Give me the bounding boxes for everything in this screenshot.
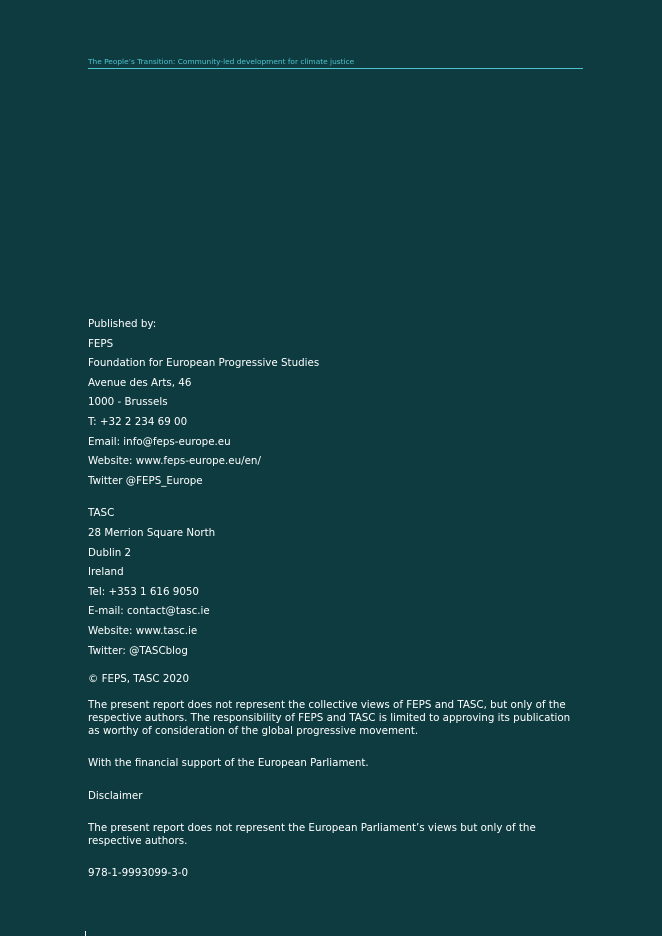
partner-address-street: 28 Merrion Square North <box>88 526 216 539</box>
partner-website: Website: www.tasc.ie <box>88 624 198 637</box>
imprint-block <box>88 315 583 880</box>
partner-name: TASC <box>88 507 115 520</box>
publisher-twitter: Twitter @FEPS_Europe <box>88 474 203 487</box>
publisher-full-name: Foundation for European Progressive Studies <box>88 357 320 370</box>
isbn: 978-1-9993099-3-0 <box>88 867 189 880</box>
disclaimer-title: Disclaimer <box>88 789 143 802</box>
partner-address-country: Ireland <box>88 566 124 579</box>
crop-mark <box>85 931 86 936</box>
disclaimer-text: The present report does not represent the European Parliament’s views but only of the respective authors. <box>88 821 536 847</box>
publisher-phone: T: +32 2 234 69 00 <box>88 415 188 428</box>
publisher-address-city: 1000 - Brussels <box>88 396 168 409</box>
partner-twitter: Twitter: @TASCblog <box>88 644 188 657</box>
collective-views-statement: The present report does not represent the collective views of FEPS and TASC, but only of the respective authors. The responsibility of FEPS and TASC is limited to approving its publication as worthy of consideration of the global progressive movement. <box>88 698 571 738</box>
publisher-email: Email: info@feps-europe.eu <box>88 435 231 448</box>
published-by-label: Published by: <box>88 318 157 330</box>
publisher-address-street: Avenue des Arts, 46 <box>88 376 192 389</box>
copyright: © FEPS, TASC 2020 <box>88 673 190 686</box>
partner-address-city: Dublin 2 <box>88 546 132 559</box>
publisher-name: FEPS <box>88 337 114 350</box>
publisher-website: Website: www.feps-europe.eu/en/ <box>88 455 261 468</box>
partner-phone: Tel: +353 1 616 9050 <box>88 585 199 598</box>
running-header: The People’s Transition: Community-led development for climate justice <box>88 57 583 69</box>
financial-support-statement: With the financial support of the European Parliament. <box>88 757 369 770</box>
partner-email: E-mail: contact@tasc.ie <box>88 605 210 618</box>
